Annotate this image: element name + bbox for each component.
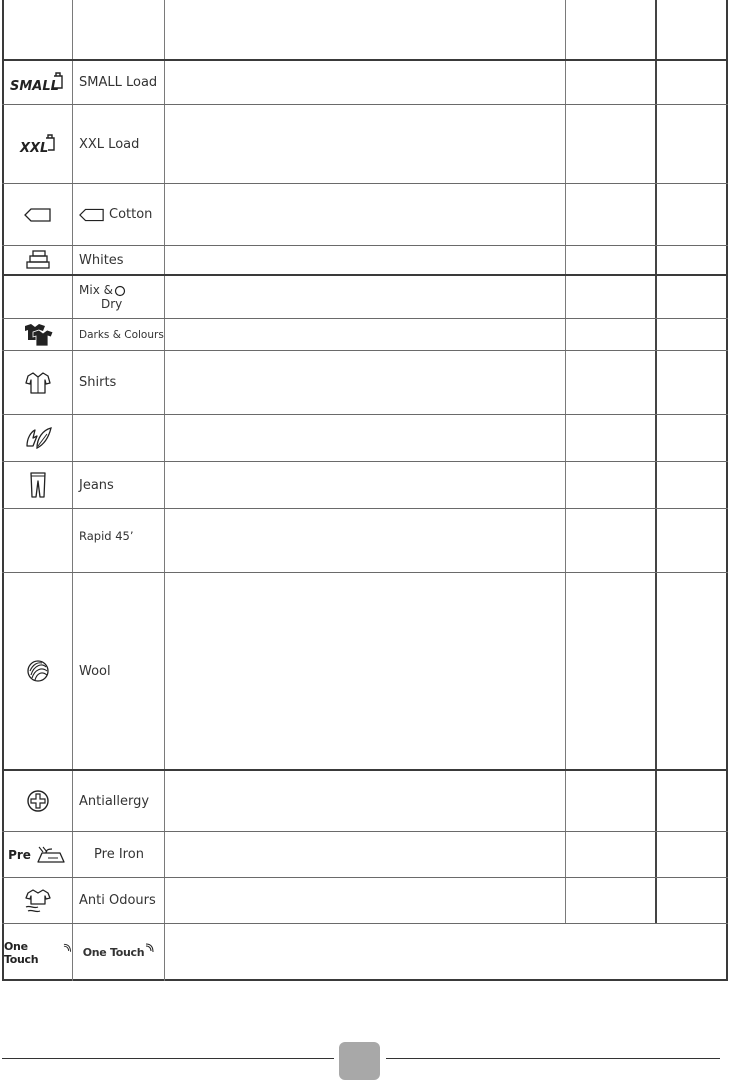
whites-icon — [4, 246, 72, 274]
programme-name: Antiallergy — [79, 793, 150, 809]
wool-icon — [4, 573, 72, 769]
programme-name: Jeans — [79, 477, 114, 493]
programme-name: Rapid 45’ — [79, 529, 134, 543]
iron-icon — [34, 845, 68, 865]
mix-dry-icon — [113, 285, 127, 297]
darks-colours-icon — [4, 319, 72, 350]
col-divider — [655, 0, 657, 924]
programme-name: One Touch — [74, 924, 164, 981]
delicates-icon — [4, 415, 72, 461]
programme-name: XXL Load — [79, 136, 140, 152]
xxl-load-icon — [4, 105, 72, 183]
small-load-icon — [4, 60, 72, 104]
programme-name — [74, 415, 164, 461]
nfc-waves-icon — [145, 943, 155, 955]
one-touch-icon: One Touch — [4, 924, 72, 981]
page-number-badge — [339, 1042, 380, 1080]
programme-name: Shirts — [79, 375, 117, 390]
programme-table — [2, 0, 728, 981]
anti-odours-icon — [4, 878, 72, 923]
programme-name: SMALL Load — [79, 74, 158, 90]
programme-name: Darks & Colours — [79, 328, 164, 341]
jeans-icon — [4, 462, 72, 508]
footer-rule-right — [386, 1058, 720, 1059]
cotton-tag-icon — [4, 184, 72, 245]
svg-text:SMALL: SMALL — [10, 79, 59, 94]
programme-name: Cotton — [74, 184, 164, 245]
col-divider — [565, 0, 566, 924]
antiallergy-icon — [4, 771, 72, 831]
nfc-waves-icon — [63, 943, 72, 955]
programme-name: Pre Iron — [94, 847, 144, 862]
cotton-tag-icon — [79, 207, 105, 223]
programme-name: Anti Odours — [79, 893, 156, 908]
programme-name: Mix & Dry — [74, 276, 164, 318]
footer-rule-left — [2, 1058, 334, 1059]
shirt-icon — [4, 351, 72, 414]
svg-text:XXL: XXL — [20, 141, 49, 156]
programme-name: Whites — [79, 252, 124, 268]
pre-iron-icon: Pre — [4, 832, 72, 877]
col-divider — [72, 0, 73, 981]
programme-name: Wool — [79, 663, 111, 679]
col-divider — [164, 0, 165, 981]
